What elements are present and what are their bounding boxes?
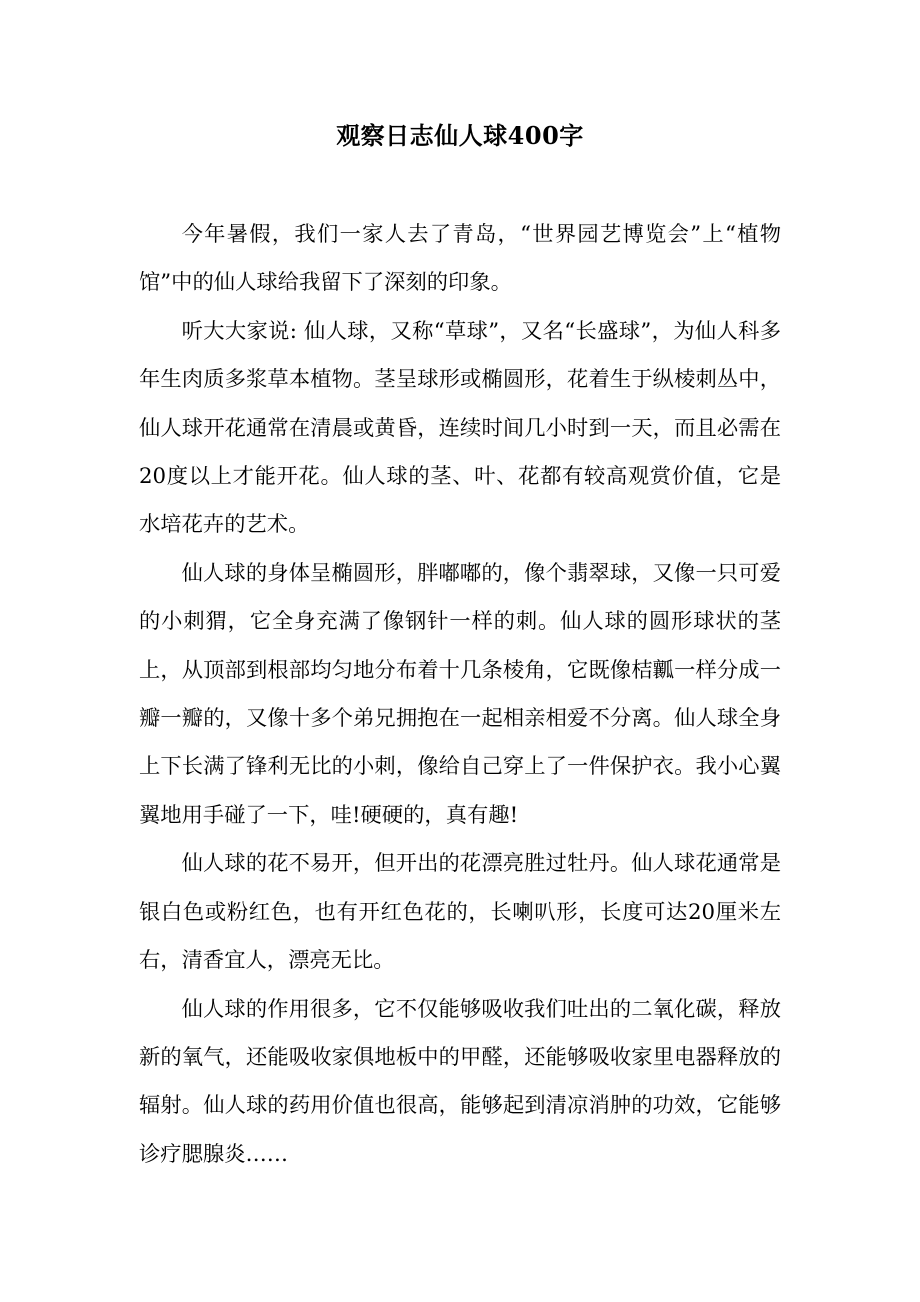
paragraph: 听大大家说: 仙人球，又称“草球”，又名“长盛球”，为仙人科多年生肉质多浆草本植物。茎呈球形或椭圆形，花着生于纵棱刺丛中，仙人球开花通常在清晨或黄昏，连续时间几小时到一天，而且必需在20度以上才能开花。仙人球的茎、叶、花都有较高观赏价值，它是水培花卉的艺术。 xyxy=(139,318,781,538)
document-body xyxy=(139,211,781,1179)
paragraph: 仙人球的身体呈椭圆形，胖嘟嘟的，像个翡翠球，又像一只可爱的小刺猬，它全身充满了像钢针一样的刺。仙人球的圆形球状的茎上，从顶部到根部均匀地分布着十几条棱角，它既像桔瓤一样分成一瓣一瓣的，又像十多个弟兄拥抱在一起相亲相爱不分离。仙人球全身上下长满了锋利无比的小刺，像给自己穿上了一件保护衣。我小心翼翼地用手碰了一下，哇!硬硬的，真有趣! xyxy=(139,560,781,828)
paragraph: 仙人球的花不易开，但开出的花漂亮胜过牡丹。仙人球花通常是银白色或粉红色，也有开红色花的，长喇叭形，长度可达20厘米左右，清香宜人，漂亮无比。 xyxy=(139,851,781,974)
document-title: 观察日志仙人球400字 xyxy=(336,121,584,150)
paragraph: 仙人球的作用很多，它不仅能够吸收我们吐出的二氧化碳，释放新的氧气，还能吸收家俱地板中的甲醛，还能够吸收家里电器释放的辐射。仙人球的药用价值也很高，能够起到清凉消肿的功效，它能够诊疗腮腺炎…… xyxy=(139,996,781,1167)
paragraph: 今年暑假，我们一家人去了青岛，“世界园艺博览会”上“植物馆”中的仙人球给我留下了深刻的印象。 xyxy=(139,222,781,296)
